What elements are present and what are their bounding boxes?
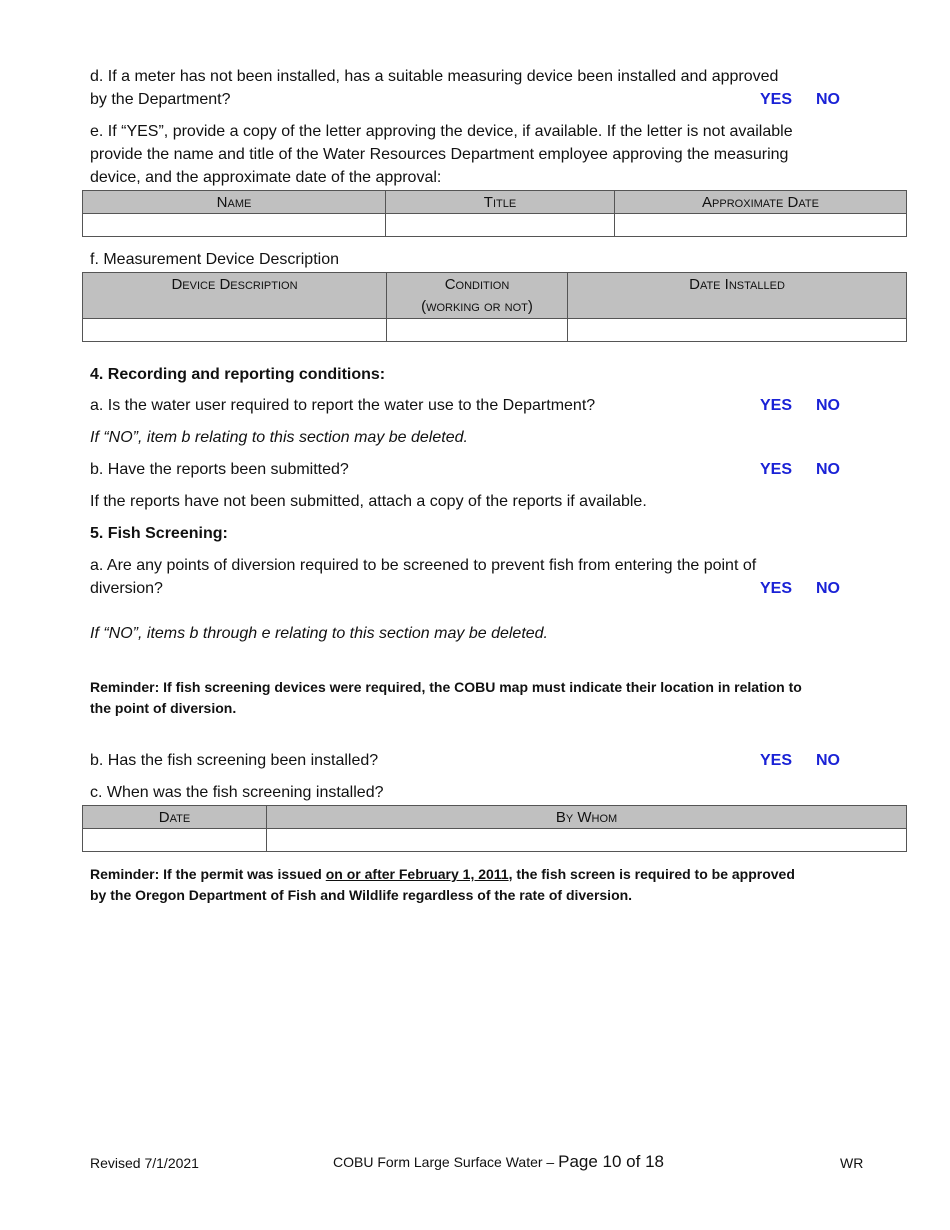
question-3d-line1: d. If a meter has not been installed, has a suitable measuring device been installed and approved	[90, 68, 779, 85]
question-5a-line1: a. Are any points of diversion required to be screened to prevent fish from entering the point of	[90, 557, 757, 574]
no-option-4a[interactable]: NO	[816, 397, 840, 414]
no-option-3d[interactable]: NO	[816, 91, 840, 108]
header-condition	[387, 273, 568, 319]
question-3e-line3: device, and the approximate date of the approval:	[90, 169, 442, 186]
footer-wr: WR	[840, 1155, 864, 1171]
reminder-2-date-underlined: on or after February 1, 2011	[325, 866, 509, 882]
yes-option-4a[interactable]: YES	[760, 397, 793, 414]
reminder-2-post: , the fish screen is required to be approved	[508, 866, 795, 882]
header-approximate-date: Approximate Date	[615, 191, 907, 214]
date-installed-cell[interactable]	[568, 319, 907, 342]
reminder-2-pre: Reminder: If the permit was issued	[90, 866, 326, 882]
question-4a: a. Is the water user required to report the water use to the Department?	[90, 397, 596, 414]
yes-option-5b[interactable]: YES	[760, 752, 793, 769]
question-3f-label: f. Measurement Device Description	[90, 251, 339, 268]
date-cell[interactable]	[83, 829, 267, 852]
question-3d-line2: by the Department?	[90, 91, 231, 108]
yes-option-3d[interactable]: YES	[760, 91, 793, 108]
by-whom-cell[interactable]	[267, 829, 907, 852]
header-title: Title	[386, 191, 615, 214]
yes-option-5a[interactable]: YES	[760, 580, 793, 597]
header-condition-sub: (working or not)	[421, 297, 533, 315]
approximate-date-cell[interactable]	[615, 214, 907, 237]
section-4-attach-note: If the reports have not been submitted, attach a copy of the reports if available.	[90, 493, 647, 510]
reminder-1-line1: Reminder: If fish screening devices were required, the COBU map must indicate their location in relation to	[90, 679, 802, 695]
reminder-2-line1	[90, 864, 795, 885]
header-name: Name	[83, 191, 386, 214]
question-5a-line2: diversion?	[90, 580, 163, 597]
question-3e-line2: provide the name and title of the Water Resources Department employee approving the measuring	[90, 146, 789, 163]
header-condition-main: Condition	[444, 275, 510, 293]
screen-install-table	[82, 805, 907, 852]
condition-cell[interactable]	[387, 319, 568, 342]
question-4b: b. Have the reports been submitted?	[90, 461, 349, 478]
footer-form-info	[333, 1152, 664, 1172]
reminder-2-line2: by the Oregon Department of Fish and Wildlife regardless of the rate of diversion.	[90, 887, 633, 903]
reminder-fish-screening-map	[90, 677, 802, 719]
header-date-installed: Date Installed	[568, 273, 907, 319]
approval-table	[82, 190, 907, 237]
header-date: Date	[83, 806, 267, 829]
section-5-note: If “NO”, items b through e relating to this section may be deleted.	[90, 625, 548, 642]
yes-option-4b[interactable]: YES	[760, 461, 793, 478]
reminder-1-line2: the point of diversion.	[90, 700, 237, 716]
footer-revised: Revised 7/1/2021	[90, 1155, 199, 1171]
device-table	[82, 272, 907, 342]
section-4-note: If “NO”, item b relating to this section may be deleted.	[90, 429, 468, 446]
header-by-whom: By Whom	[267, 806, 907, 829]
question-3e-line1: e. If “YES”, provide a copy of the letter approving the device, if available. If the letter is not available	[90, 123, 793, 140]
no-option-5a[interactable]: NO	[816, 580, 840, 597]
section-5-heading: 5. Fish Screening:	[90, 525, 228, 542]
footer-form-name: COBU Form Large Surface Water –	[333, 1154, 559, 1170]
title-cell[interactable]	[386, 214, 615, 237]
name-cell[interactable]	[83, 214, 386, 237]
footer-page-number: Page 10 of 18	[558, 1152, 664, 1171]
no-option-5b[interactable]: NO	[816, 752, 840, 769]
section-4-heading: 4. Recording and reporting conditions:	[90, 366, 386, 383]
device-description-cell[interactable]	[83, 319, 387, 342]
header-device-description: Device Description	[83, 273, 387, 319]
question-5b: b. Has the fish screening been installed?	[90, 752, 379, 769]
question-5c: c. When was the fish screening installed?	[90, 784, 384, 801]
no-option-4b[interactable]: NO	[816, 461, 840, 478]
reminder-fish-screen-approval	[90, 864, 795, 906]
